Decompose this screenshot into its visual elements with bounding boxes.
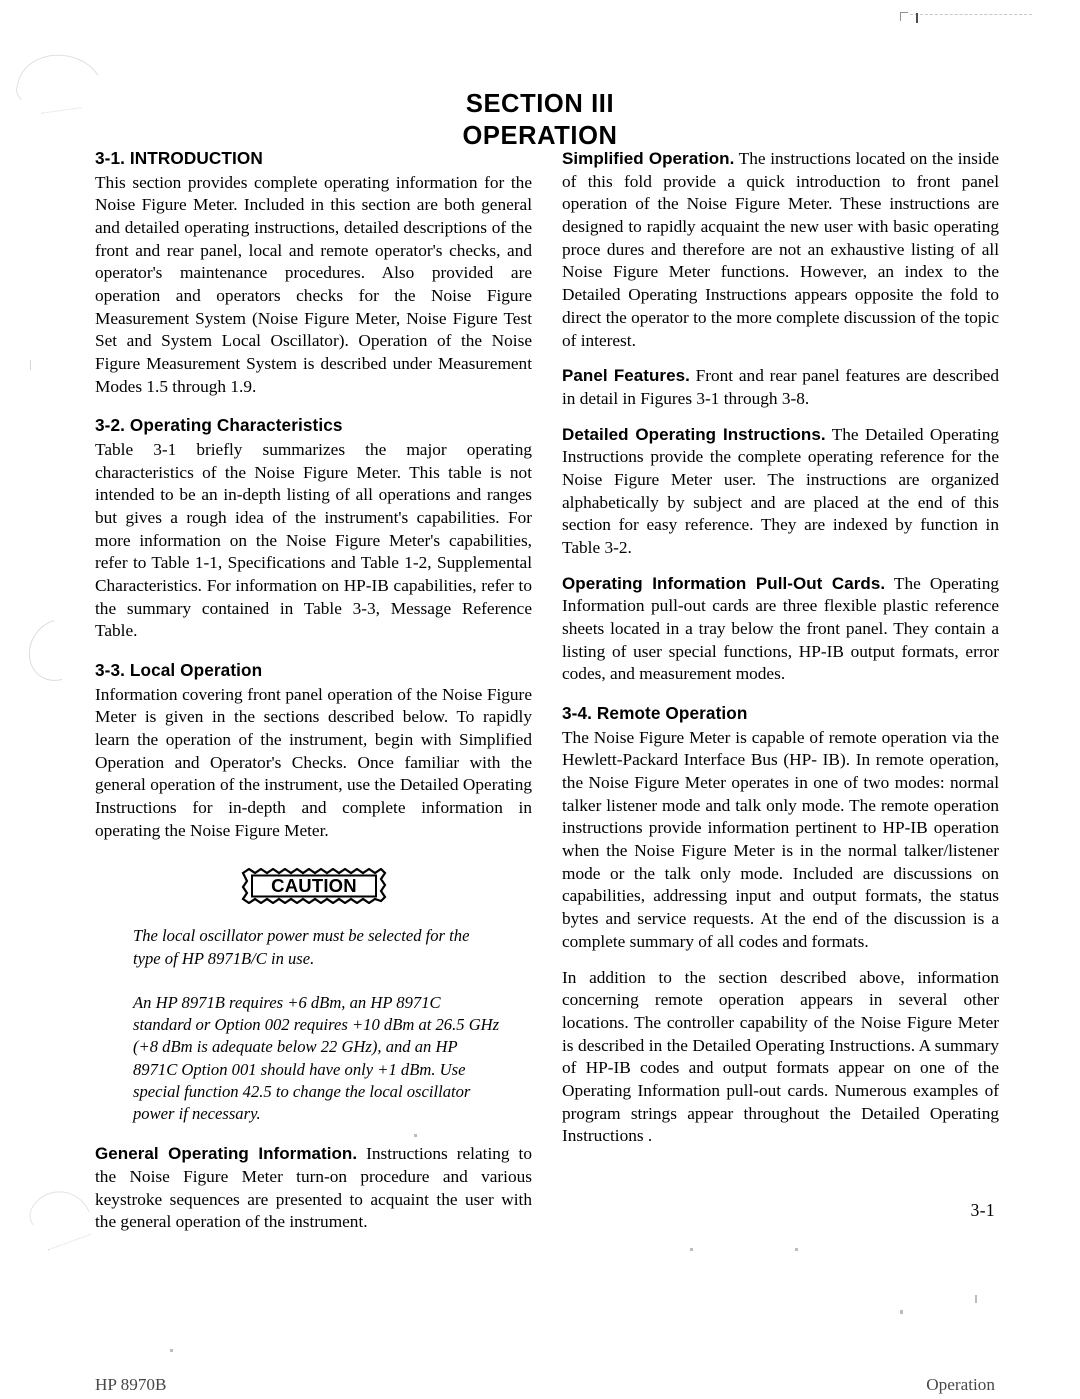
caution-paragraph-1: The local oscillator power must be selected for the type of HP 8971B/C in use.	[133, 926, 470, 968]
heading-3-1-introduction: 3-1. INTRODUCTION	[95, 148, 263, 168]
scan-artifact-mid-left-arc	[17, 608, 98, 692]
caution-zigzag-border-icon	[238, 868, 390, 904]
scan-artifact-top-right-tick	[916, 13, 923, 23]
paragraph-remote-operation-2: In addition to the section described above, information concerning remote operation appears in several other locations. The controller capability of the Noise Figure Meter is described in the Detailed Operating Instructions. A summary of HP-IB codes and output formats appear on one of the Operating Information pull-out cards. Numerous examples of program strings appear throughout the Detailed Operating Instructions .	[562, 967, 999, 1146]
runin-detailed-operating-instructions: Detailed Operating Instructions.	[562, 424, 826, 444]
scan-speck	[170, 1349, 173, 1352]
caution-notice	[95, 868, 532, 1125]
masthead-section: SECTION III	[465, 90, 615, 118]
runin-detailed-operating-instructions-body: The Detailed Operating Instructions provide the complete operating reference for the Noise Figure Meter user. The instructions are organized alphabetically by subject and are placed at the end of this section for easy reference. They are indexed by function in Table 3-2.	[562, 424, 999, 557]
scan-artifact-bottom-left-dots	[43, 1221, 91, 1251]
paragraph-operating-characteristics: Table 3-1 briefly summarizes the major operating characteristics of the Noise Figure Meter. This table is not intended to be an in-depth listing of all operations and ranges but gives a rough idea of the instrument's capabilities. For more information on the Noise Figure Meter's capabilities, refer to Table 1-1, Specifications and Table 1-2, Supplemental Characteristics. For information on HP-IB capabilities, refer to the summary contained in Table 3-3, Message Reference Table.	[95, 439, 532, 641]
heading-3-2-operating-characteristics: 3-2. Operating Characteristics	[95, 415, 343, 436]
paragraph-local-operation: Information covering front panel operation of the Noise Figure Meter is given in the sections described below. To rapidly learn the operation of the instrument, begin with Simplified Operation and Operator's Checks. Once familiar with the general operation of the instrument, use the Detailed Operating Instructions for in-depth and complete information in operating the Noise Figure Meter.	[95, 684, 532, 840]
runin-general-operating-information: General Operating Information.	[95, 1144, 358, 1164]
paragraph-panel-features	[562, 365, 999, 410]
page-number: 3-1	[970, 1200, 995, 1220]
masthead-subject: OPERATION	[462, 122, 618, 151]
right-column	[562, 148, 999, 1148]
scan-artifact-bottom-left-arc	[22, 1181, 102, 1255]
paragraph-detailed-operating-instructions	[562, 424, 999, 560]
paragraph-introduction: This section provides complete operating information for the Noise Figure Meter. Included in this section are both general and detailed operating instructions, detailed descriptions of the front and rear panel, local and remote operator's checks, and operator's maintenance procedures. Also provided are operation and operators checks for the Noise Figure Measurement System (Noise Figure Meter, Noise Figure Test Set and System Local Oscillator). Operation of the Noise Figure Measurement System is described under Measurement Modes 1.5 through 1.9.	[95, 172, 532, 396]
scan-speck	[975, 1295, 977, 1303]
paragraph-remote-operation-1: The Noise Figure Meter is capable of remote operation via the Hewlett-Packard Interface Bus (HP- IB). In remote operation, the Noise Figure Meter operates in one of two modes: normal talker listener mode and talk only mode. The remote operation instructions provide information pertinent to HP-IB operation when the Noise Figure Meter is in the normal talker/listener mode or the talk only mode. Included are discussions on capabilities, addressing input and output formats, the status bytes and service requests. At the end of the discussion is a complete summary of all codes and formats.	[562, 727, 999, 951]
scan-speck	[900, 1310, 903, 1314]
scan-artifact-mid-left-tick	[30, 360, 41, 370]
caution-badge	[238, 868, 390, 904]
paragraph-simplified-operation	[562, 148, 999, 352]
caution-badge-container	[95, 868, 532, 909]
runin-simplified-operation-body: The instructions located on the inside of this fold provide a quick introduction to front panel operation of the Noise Figure Meter. These instructions are designed to rapidly acquaint the new user with basic operating proce dures and therefore are not an exhaustive listing of all Noise Figure Meter functions. However, an index to the Detailed Operating Instructions appears opposite the fold to direct the operator to the more complete discussion of the topic of interest.	[562, 149, 999, 350]
runin-general-operating-information-body: Instructions relating to the Noise Figure Meter turn-on procedure and various keystroke sequences are presented to acquaint the user with the general operation of the instrument.	[95, 1144, 532, 1232]
footer-model-number: HP 8970B	[95, 1375, 167, 1394]
footer-section-name: Operation	[926, 1375, 995, 1394]
scan-artifact-top-right-mark	[900, 12, 908, 21]
page-footer	[0, 1375, 1080, 1399]
paragraph-pull-out-cards	[562, 573, 999, 686]
caution-badge-label: CAUTION	[270, 875, 357, 897]
heading-3-4-remote-operation: 3-4. Remote Operation	[562, 703, 748, 724]
runin-panel-features: Panel Features.	[562, 366, 690, 386]
paragraph-general-operating-information	[95, 1143, 532, 1234]
scan-speck	[795, 1248, 798, 1251]
scan-speck	[690, 1248, 693, 1251]
runin-pull-out-cards-body: The Operating Information pull-out cards are three flexible plastic reference sheets located in a tray below the front panel. They contain a listing of user special functions, HP-IB output formats, error codes, and measurement modes.	[562, 573, 999, 684]
caution-paragraph-2: An HP 8971B requires +6 dBm, an HP 8971C standard or Option 002 requires +10 dBm at 26.5 GHz (+8 dBm is adequate below 22 GHz), and an HP 8971C Option 001 should have only +1 dBm. Use special function 42.5 to change the local oscillator power if necessary.	[133, 992, 500, 1124]
scan-artifact-top-right-dashes	[910, 14, 1032, 18]
runin-panel-features-body: Front and rear panel features are described in detail in Figures 3-1 through 3-8.	[562, 366, 999, 408]
runin-pull-out-cards: Operating Information Pull-Out Cards.	[562, 573, 886, 593]
left-column	[95, 148, 532, 1234]
heading-3-3-local-operation: 3-3. Local Operation	[95, 660, 263, 681]
page-title	[0, 88, 1080, 153]
runin-simplified-operation: Simplified Operation.	[562, 149, 735, 168]
